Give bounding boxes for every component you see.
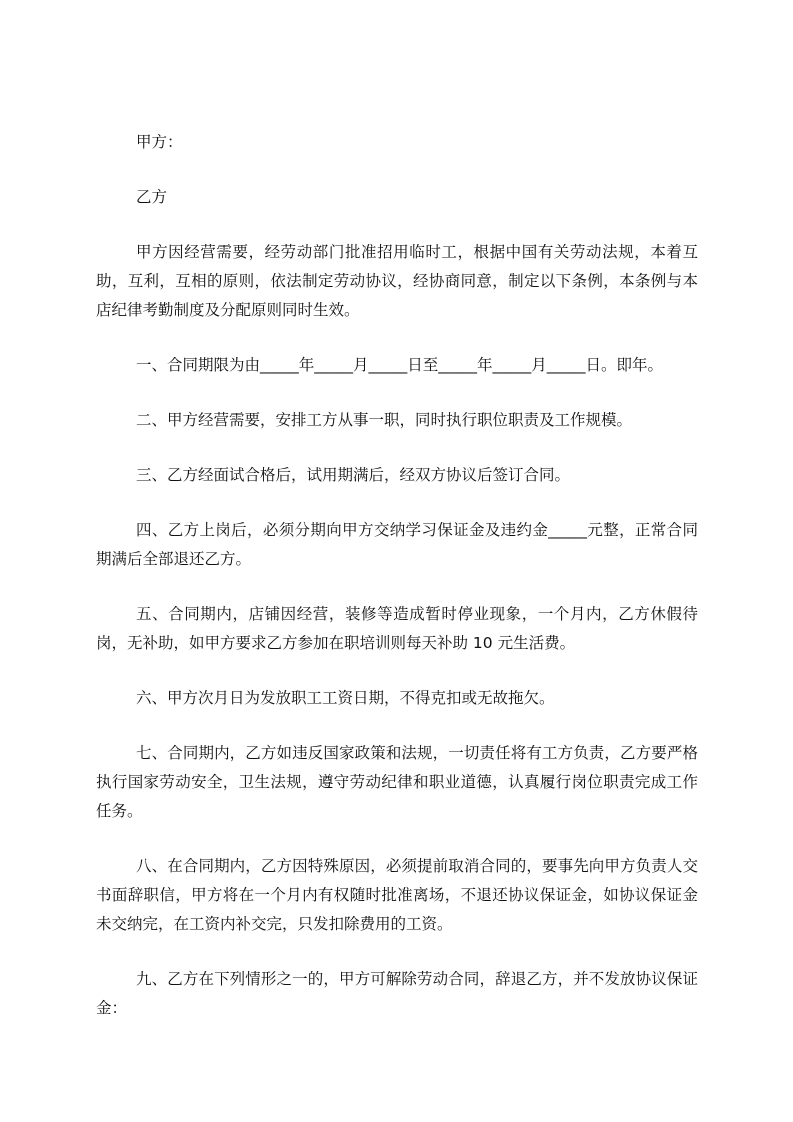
party-a-line: 甲方： [136, 133, 183, 151]
clause-8: 八、在合同期内，乙方因特殊原因，必须提前取消合同的，要事先向甲方负责人交书面辞职信，甲方将在一个月内有权随时批准离场，不退还协议保证金，如协议保证金未交纳完，在工资内补交完，只发扣除费用的工资。 [96, 857, 698, 933]
clause-5: 五、合同期内，店铺因经营，装修等造成暂时停业现象，一个月内，乙方休假待岗，无补助，如甲方要求乙方参加在职培训则每天补助 10 元生活费。 [96, 605, 698, 652]
document-body [96, 128, 698, 1023]
clause-7: 七、合同期内，乙方如违反国家政策和法规，一切责任将有工方负责，乙方要严格执行国家劳动安全，卫生法规，遵守劳动纪律和职业道德，认真履行岗位职责完成工作任务。 [96, 744, 698, 820]
party-b-line: 乙方 [136, 188, 168, 206]
clause-9: 九、乙方在下列情形之一的，甲方可解除劳动合同，辞退乙方，并不发放协议保证金： [96, 970, 698, 1017]
clause-1: 一、合同期限为由_____年_____月_____日至_____年_____月_____日。即年。 [136, 356, 664, 374]
intro-paragraph: 甲方因经营需要，经劳动部门批准招用临时工，根据中国有关劳动法规，本着互助，互利，互相的原则，依法制定劳动协议，经协商同意，制定以下条例，本条例与本店纪律考勤制度及分配原则同时生效。 [96, 243, 698, 319]
clause-2: 二、甲方经营需要，安排工方从事一职，同时执行职位职责及工作规模。 [136, 411, 633, 429]
clause-3: 三、乙方经面试合格后，试用期满后，经双方协议后签订合同。 [136, 466, 571, 484]
clause-6: 六、甲方次月日为发放职工工资日期，不得克扣或无故拖欠。 [136, 689, 555, 707]
clause-4: 四、乙方上岗后，必须分期向甲方交纳学习保证金及违约金_____元整，正常合同期满后全部退还乙方。 [96, 521, 698, 568]
